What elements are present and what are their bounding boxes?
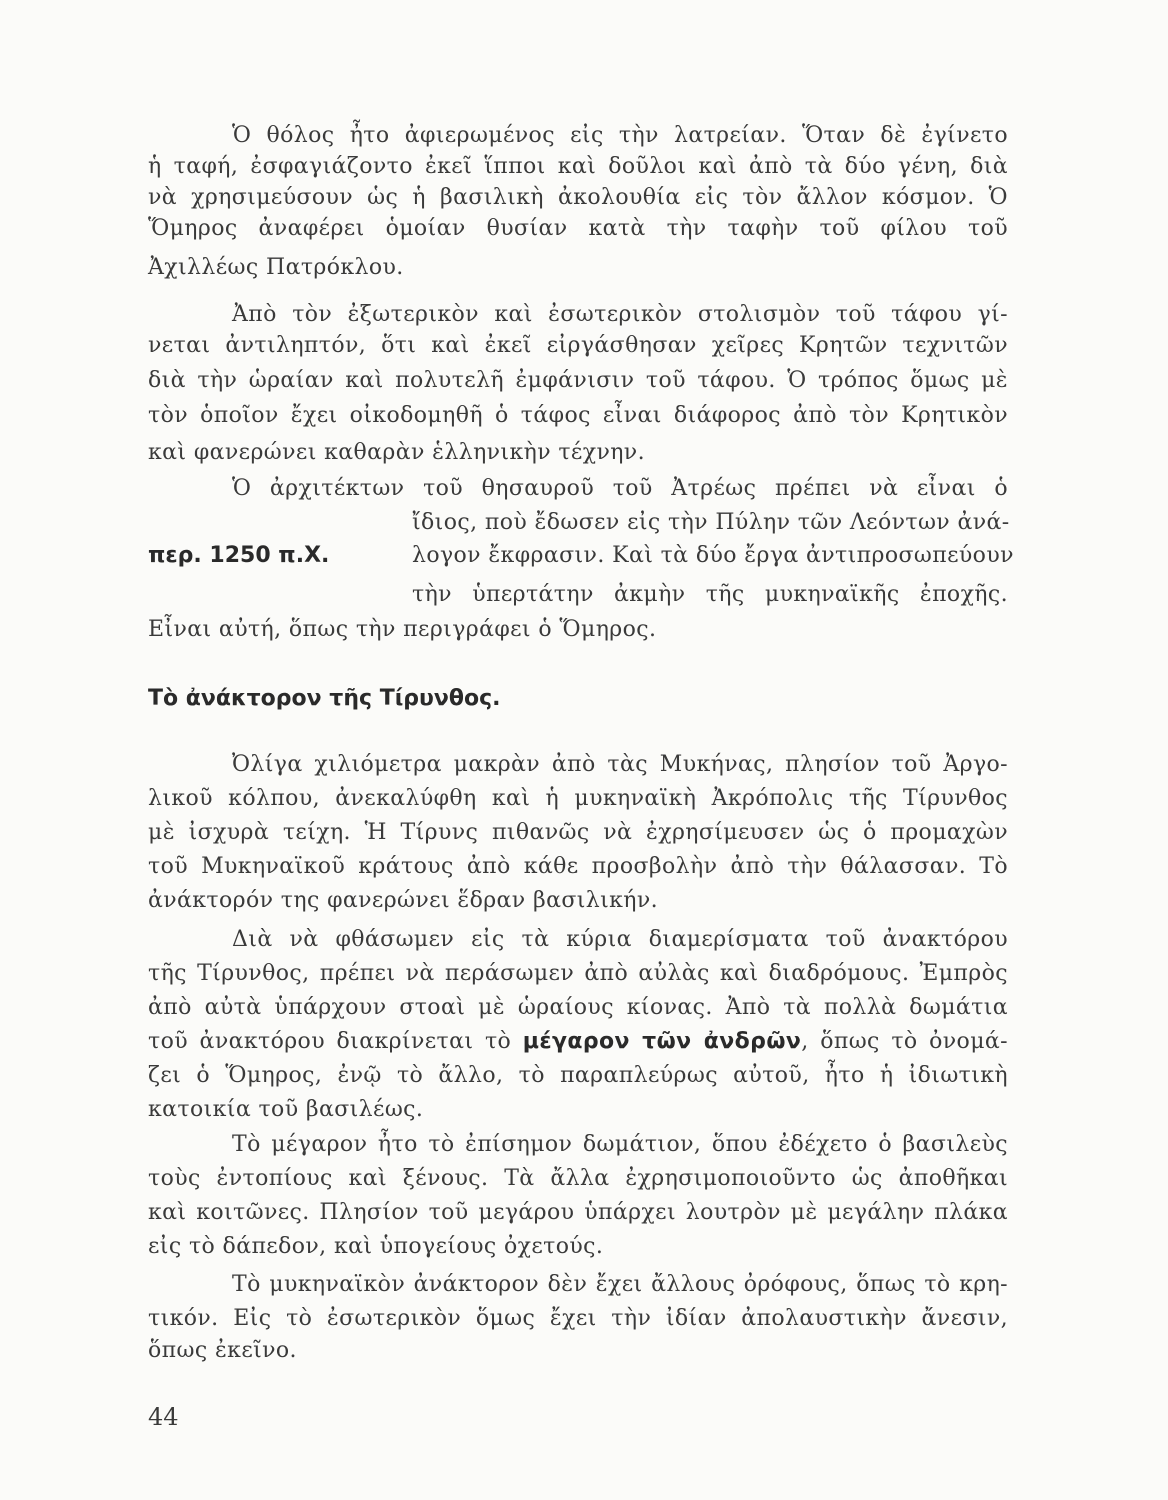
text-line: Ὁ ἀρχιτέκτων τοῦ θησαυροῦ τοῦ Ἀτρέως πρέπει νὰ εἶναι ὁ [232,476,1008,501]
text-line: ζει ὁ Ὅμηρος, ἐνῷ τὸ ἄλλο, τὸ παραπλεύρως αὐτοῦ, ἦτο ἡ ἰδιωτικὴ [148,1063,1008,1088]
emphasized-term: μέγαρον τῶν ἀνδρῶν [522,1029,802,1054]
text-line: Τὸ μέγαρον ἦτο τὸ ἐπίσημον δωμάτιον, ὅπου ἐδέχετο ὁ βασιλεὺς [232,1132,1008,1157]
text-line: Ἀπὸ τὸν ἐξωτερικὸν καὶ ἐσωτερικὸν στολισμὸν τοῦ τάφου γί- [232,302,1008,327]
text-line: κατοικία τοῦ βασιλέως. [148,1097,424,1122]
text-fragment: τοῦ ἀνακτόρου διακρίνεται τὸ [148,1029,512,1054]
text-line: νὰ χρησιμεύσουν ὡς ἡ βασιλικὴ ἀκολουθία εἰς τὸν ἄλλον κόσμον. Ὁ [148,185,1008,210]
text-line: Ὀλίγα χιλιόμετρα μακρὰν ἀπὸ τὰς Μυκήνας, πλησίον τοῦ Ἀργο- [232,752,1008,777]
text-line: τὸν ὁποῖον ἔχει οἰκοδομηθῆ ὁ τάφος εἶναι διάφορος ἀπὸ τὸν Κρητικὸν [148,403,1008,428]
text-line: μὲ ἰσχυρὰ τείχη. Ἡ Τίρυνς πιθανῶς νὰ ἐχρησίμευσεν ὡς ὁ προμαχὼν [148,820,1008,845]
text-line: τικόν. Εἰς τὸ ἐσωτερικὸν ὅμως ἔχει τὴν ἰδίαν ἀπολαυστικὴν ἄνεσιν, [148,1306,1008,1331]
page-number: 44 [148,1403,179,1431]
text-line: Διὰ νὰ φθάσωμεν εἰς τὰ κύρια διαμερίσματα τοῦ ἀνακτόρου [232,927,1008,952]
text-line: καὶ φανερώνει καθαρὰν ἑλληνικὴν τέχνην. [148,440,645,465]
text-line: Ὅμηρος ἀναφέρει ὁμοίαν θυσίαν κατὰ τὴν ταφὴν τοῦ φίλου τοῦ [148,216,1008,241]
text-line: τὴν ὑπερτάτην ἀκμὴν τῆς μυκηναϊκῆς ἐποχῆς. [412,582,1008,607]
text-line: διὰ τὴν ὡραίαν καὶ πολυτελῆ ἐμφάνισιν τοῦ τάφου. Ὁ τρόπος ὅμως μὲ [148,368,1008,393]
text-line: ἀνάκτορόν της φανερώνει ἕδραν βασιλικήν. [148,888,659,913]
text-line: τοῦ Μυκηναϊκοῦ κράτους ἀπὸ κάθε προσβολὴν ἀπὸ τὴν θάλασσαν. Τὸ [148,854,1008,879]
text-line: Ἀχιλλέως Πατρόκλου. [148,255,404,280]
text-line-with-emphasis [148,1027,1008,1057]
text-line: ὅπως ἐκεῖνο. [148,1338,297,1363]
text-line: Ὁ θόλος ἦτο ἀφιερωμένος εἰς τὴν λατρείαν. Ὅταν δὲ ἐγίνετο [232,123,1008,148]
text-line: Εἶναι αὐτή, ὅπως τὴν περιγράφει ὁ Ὅμηρος. [148,617,657,642]
text-fragment: , ὅπως τὸ ὀνομά- [801,1029,1008,1054]
text-line: εἰς τὸ δάπεδον, καὶ ὑπογείους ὀχετούς. [148,1234,604,1259]
text-line: καὶ κοιτῶνες. Πλησίον τοῦ μεγάρου ὑπάρχει λουτρὸν μὲ μεγάλην πλάκα [148,1200,1008,1225]
text-line: Τὸ μυκηναϊκὸν ἀνάκτορον δὲν ἔχει ἄλλους ὀρόφους, ὅπως τὸ κρη- [232,1272,1008,1297]
text-line: ἀπὸ αὐτὰ ὑπάρχουν στοαὶ μὲ ὡραίους κίονας. Ἀπὸ τὰ πολλὰ δωμάτια [148,995,1008,1020]
margin-date-note: περ. 1250 π.Χ. [148,543,330,568]
text-line: ἡ ταφή, ἐσφαγιάζοντο ἐκεῖ ἵπποι καὶ δοῦλοι καὶ ἀπὸ τὰ δύο γένη, διὰ [148,154,1008,179]
text-line: λογον ἔκφρασιν. Καὶ τὰ δύο ἔργα ἀντιπροσωπεύουν [412,543,1014,568]
section-heading: Τὸ ἀνάκτορον τῆς Τίρυνθος. [148,686,501,711]
text-line: τοὺς ἐντοπίους καὶ ξένους. Τὰ ἄλλα ἐχρησιμοποιοῦντο ὡς ἀποθῆκαι [148,1166,1008,1191]
text-line: τῆς Τίρυνθος, πρέπει νὰ περάσωμεν ἀπὸ αὐλὰς καὶ διαδρόμους. Ἐμπρὸς [148,961,1008,986]
text-line: νεται ἀντιληπτόν, ὅτι καὶ ἐκεῖ εἰργάσθησαν χεῖρες Κρητῶν τεχνιτῶν [148,333,1008,358]
text-line: ἴδιος, ποὺ ἔδωσεν εἰς τὴν Πύλην τῶν Λεόντων ἀνά- [412,510,1010,535]
text-line: λικοῦ κόλπου, ἀνεκαλύφθη καὶ ἡ μυκηναϊκὴ Ἀκρόπολις τῆς Τίρυνθος [148,786,1008,811]
